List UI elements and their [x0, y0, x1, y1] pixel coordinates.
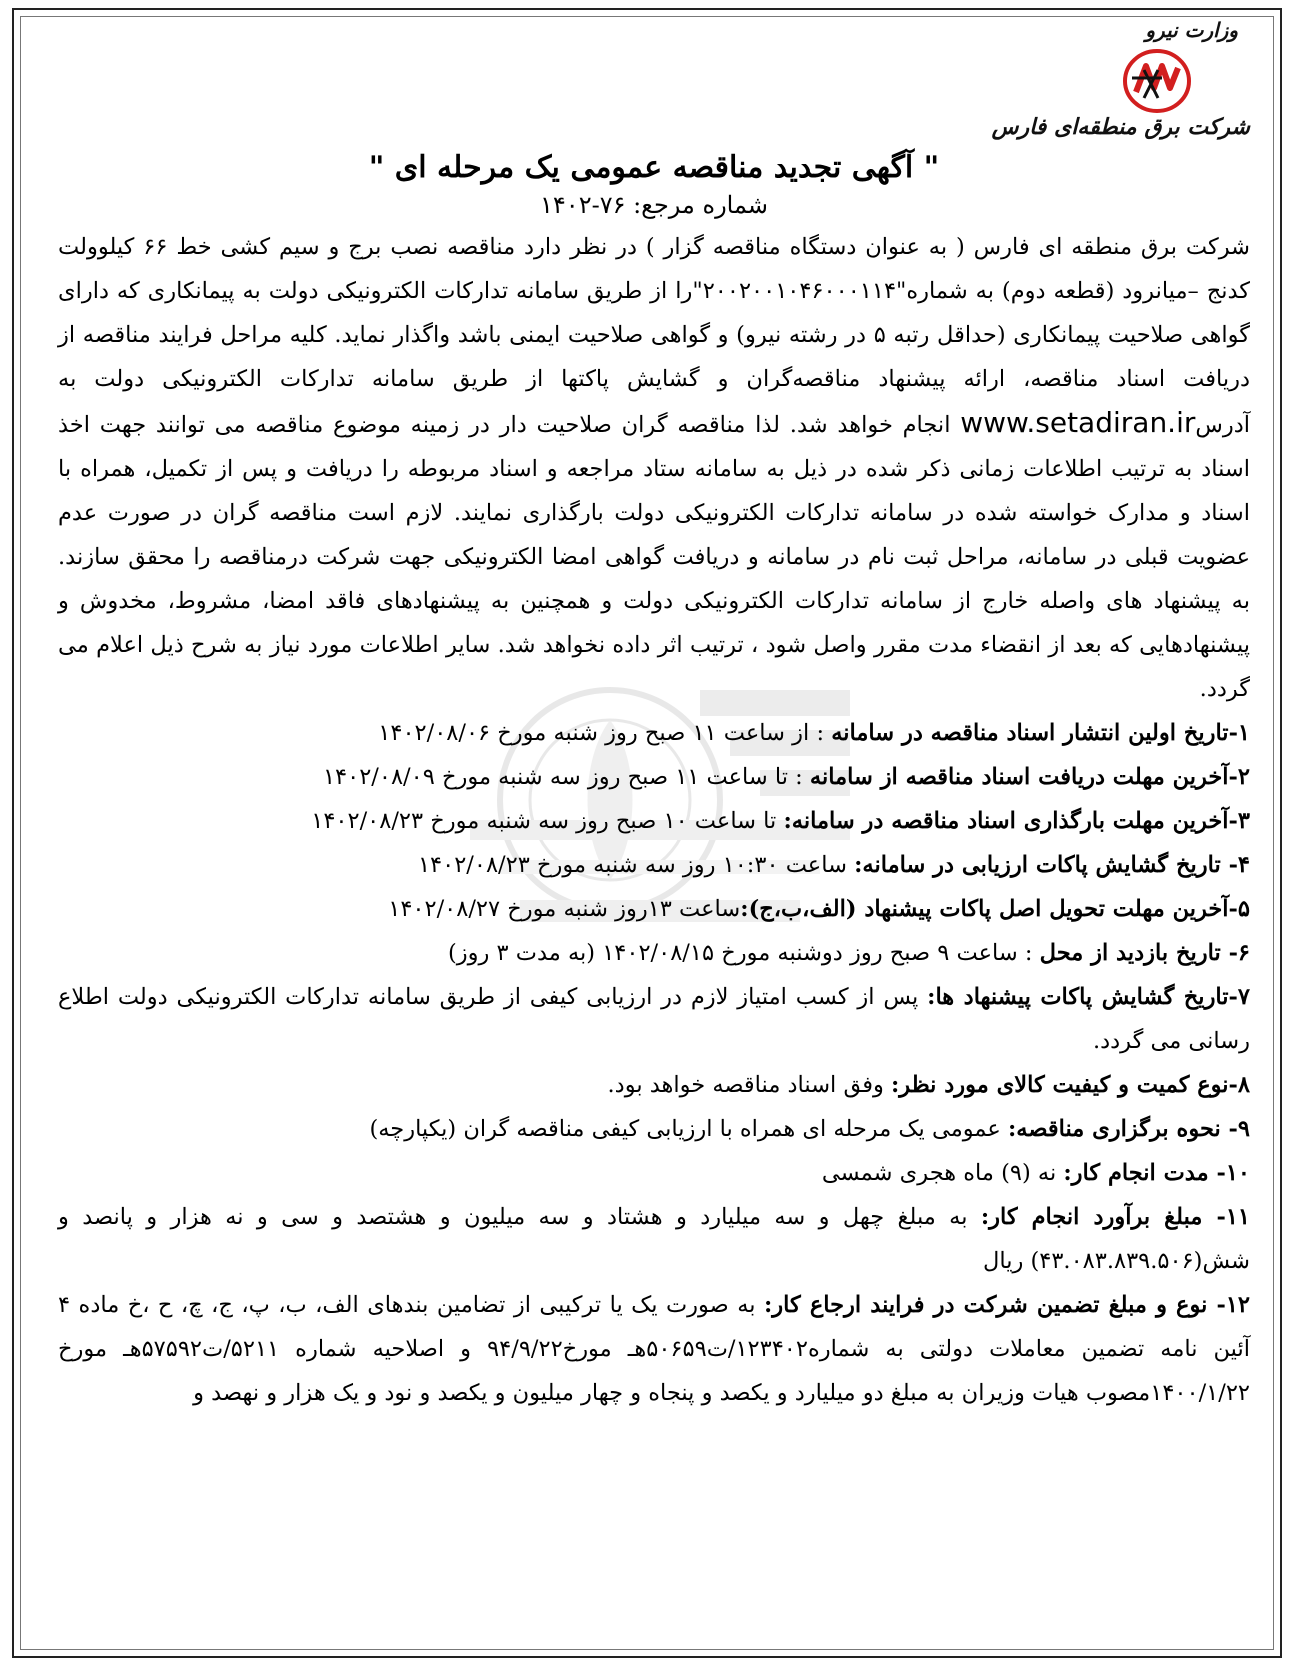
- item-text: نه (۹) ماه هجری شمسی: [821, 1160, 1064, 1186]
- notice-title: " آگهی تجدید مناقصه عمومی یک مرحله ای ": [368, 150, 940, 185]
- item-text: پس از کسب امتیاز لازم در ارزیابی کیفی از طریق سامانه تدارکات الکترونیکی دولت اطلاع رسانی می گردد.: [58, 984, 1250, 1054]
- item-label: ۱۱- مبلغ برآورد انجام کار:: [980, 1204, 1250, 1230]
- item-text: به مبلغ چهل و سه میلیارد و هشتاد و سه میلیون و هشتصد و سی و نه هزار و پانصد و شش(۴۳.۰۸۳.۸۳۹.۵۰۶) ریال: [58, 1204, 1250, 1274]
- notice-content: [58, 150, 1250, 1415]
- item-3: [58, 799, 1250, 843]
- ministry-name: وزارت نیرو: [1145, 18, 1238, 42]
- item-label: ۵-آخرین مهلت تحویل اصل پاکات پیشنهاد (الف،ب،ج):: [740, 896, 1250, 922]
- item-9: [58, 1107, 1250, 1151]
- item-10: [58, 1151, 1250, 1195]
- item-text: ساعت ۱۰:۳۰ روز سه شنبه مورخ ۱۴۰۲/۰۸/۲۳: [417, 852, 855, 878]
- intro-paragraph: [58, 225, 1250, 711]
- item-label: ۱۲- نوع و مبلغ تضمین شرکت در فرایند ارجاع کار:: [763, 1292, 1250, 1318]
- item-label: ۶- تاریخ بازدید از محل: [1039, 940, 1250, 966]
- item-4: [58, 843, 1250, 887]
- item-label: ۹- نحوه برگزاری مناقصه:: [1008, 1116, 1250, 1142]
- reference-number: شماره مرجع: ۷۶-۱۴۰۲: [540, 191, 768, 219]
- website-link[interactable]: www.setadiran.ir: [960, 406, 1196, 439]
- intro-before-url: شرکت برق منطقه ای فارس ( به عنوان دستگاه مناقصه گزار ) در نظر دارد مناقصه نصب برج و سیم کشی خط ۶۶ کیلوولت کدنج –میانرود (قطعه دوم) به شماره"۲۰۰۲۰۰۱۰۴۶۰۰۰۱۱۴"را از طریق سامانه تدارکات الکترونیکی دولت به پیمانکاری که دارای گواهی صلاحیت پیمانکاری (حداقل رتبه ۵ در رشته نیرو) و گواهی صلاحیت ایمنی باشد واگذار نماید. کلیه مراحل فرایند مناقصه از دریافت اسناد مناقصه، ارائه پیشنهاد مناقصه‌گران و گشایش پاکتها از طریق سامانه تدارکات الکترونیکی دولت به آدرس: [58, 234, 1251, 438]
- item-1: [58, 711, 1250, 755]
- item-text: به صورت یک یا ترکیبی از تضامین بندهای الف، ب، پ، ج، چ، ح ،خ ماده ۴ آئین نامه تضمین معاملات دولتی به شماره۱۲۳۴۰۲/ت۵۰۶۵۹هـ مورخ۹۴/۹/۲۲ و اصلاحیه شماره ۵۲۱۱/ت۵۷۵۹۲هـ مورخ ۱۴۰۰/۱/۲۲مصوب هیات وزیران به مبلغ دو میلیارد و یکصد و پنجاه و چهار میلیون و یکصد و نود و یک هزار و نهصد و: [58, 1292, 1250, 1406]
- company-name: شرکت برق منطقه‌ای فارس: [991, 114, 1250, 140]
- item-text: : تا ساعت ۱۱ صبح روز سه شنبه مورخ ۱۴۰۲/۰۸/۰۹: [322, 764, 810, 790]
- intro-after-url: انجام خواهد شد. لذا مناقصه گران صلاحیت دار در زمینه موضوع مناقصه می توانند جهت اخذ اسناد به ترتیب اطلاعات زمانی ذکر شده در ذیل به سامانه ستاد مراجعه و اسناد مربوطه را دریافت و پس از تکمیل، همراه با اسناد و مدارک خواسته شده در سامانه تدارکات الکترونیکی دولت بارگذاری نمایند. لازم است مناقصه گران در صورت عدم عضویت قبلی در سامانه، مراحل ثبت نام در سامانه و دریافت گواهی امضا الکترونیکی جهت شرکت درمناقصه را محقق سازند. به پیشنهاد های واصله خارج از سامانه تدارکات الکترونیکی دولت و همچنین به پیشنهادهای فاقد امضا، مشروط، مخدوش و پیشنهادهایی که بعد از انقضاء مدت مقرر واصل شود ، ترتیب اثر داده نخواهد شد. سایر اطلاعات مورد نیاز به شرح ذیل اعلام می گردد.: [58, 412, 1250, 702]
- tavanir-logo-icon: [1122, 48, 1192, 114]
- item-text: تا ساعت ۱۰ صبح روز سه شنبه مورخ ۱۴۰۲/۰۸/۲۳: [311, 808, 784, 834]
- item-label: ۱۰- مدت انجام کار:: [1063, 1160, 1250, 1186]
- item-12: [58, 1283, 1250, 1415]
- item-5: [58, 887, 1250, 931]
- item-text: عمومی یک مرحله ای همراه با ارزیابی کیفی مناقصه گران (یکپارچه): [369, 1116, 1008, 1142]
- item-11: [58, 1195, 1250, 1283]
- item-label: ۳-آخرین مهلت بارگذاری اسناد مناقصه در سامانه:: [783, 808, 1250, 834]
- item-text: ساعت ۱۳روز شنبه مورخ ۱۴۰۲/۰۸/۲۷: [388, 896, 741, 922]
- item-text: : ساعت ۹ صبح روز دوشنبه مورخ ۱۴۰۲/۰۸/۱۵ (به مدت ۳ روز): [447, 940, 1040, 966]
- item-2: [58, 755, 1250, 799]
- item-7: [58, 975, 1250, 1063]
- item-6: [58, 931, 1250, 975]
- company-logo: [991, 14, 1250, 144]
- item-label: ۷-تاریخ گشایش پاکات پیشنهاد ها:: [927, 984, 1250, 1010]
- item-label: ۸-نوع کمیت و کیفیت کالای مورد نظر:: [891, 1072, 1250, 1098]
- item-8: [58, 1063, 1250, 1107]
- item-label: ۴- تاریخ گشایش پاکات ارزیابی در سامانه:: [854, 852, 1250, 878]
- item-text: : از ساعت ۱۱ صبح روز شنبه مورخ ۱۴۰۲/۰۸/۰۶: [378, 720, 832, 746]
- item-label: ۲-آخرین مهلت دریافت اسناد مناقصه از سامانه: [809, 764, 1250, 790]
- item-label: ۱-تاریخ اولین انتشار اسناد مناقصه در سامانه: [831, 720, 1250, 746]
- item-text: وفق اسناد مناقصه خواهد بود.: [607, 1072, 891, 1098]
